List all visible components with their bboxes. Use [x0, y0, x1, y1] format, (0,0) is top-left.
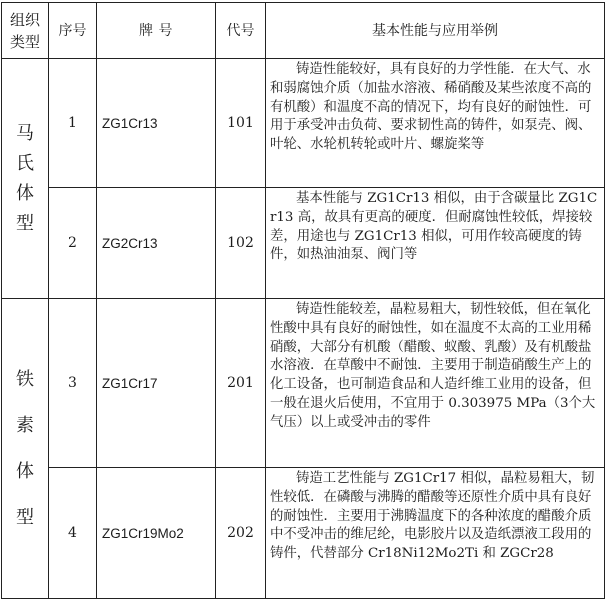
category-label: 马氏体型 [16, 122, 34, 234]
row-index: 4 [49, 468, 97, 599]
table-header-row [2, 3, 605, 59]
header-category: 组织类型 [2, 3, 49, 59]
table-row [2, 59, 605, 188]
header-properties: 基本性能与应用举例 [266, 3, 605, 59]
row-index: 1 [49, 59, 97, 188]
row-grade: ZG1Cr19Mo2 [97, 468, 216, 599]
table-row [2, 299, 605, 468]
steel-properties-table [1, 2, 605, 599]
row-grade: ZG1Cr13 [97, 59, 216, 188]
category-cell-martensitic [2, 59, 49, 299]
row-code: 202 [216, 468, 266, 599]
row-description: 铸造性能较差，晶粒易粗大，韧性较低，但在氧化性酸中具有良好的耐蚀性，如在温度不太高的工业用稀硝酸，大部分有机酸（醋酸、蚁酸、乳酸）及有机酸盐水溶液．在草酸中不耐蚀．主要用于制造硝酸生产上的化工设备，也可制造食品和人造纤维工业用的设备，但一般在退火后使用，不宜用于 0.303975 MPa（3个大气压）以上或受冲击的零件 [266, 299, 605, 468]
table-row [2, 468, 605, 599]
table-row [2, 188, 605, 299]
row-code: 201 [216, 299, 266, 468]
row-grade: ZG1Cr17 [97, 299, 216, 468]
steel-properties-table-container [1, 2, 604, 582]
row-description: 基本性能与 ZG1Cr13 相似，由于含碳量比 ZG1Cr13 高，故具有更高的硬度．但耐腐蚀性较低，焊接较差，用途也与 ZG1Cr13 相似，可用作较高硬度的铸件，如热油油泵、阀门等 [266, 188, 605, 299]
row-grade: ZG2Cr13 [97, 188, 216, 299]
category-cell-ferritic [2, 299, 49, 599]
row-index: 3 [49, 299, 97, 468]
row-code: 101 [216, 59, 266, 188]
row-index: 2 [49, 188, 97, 299]
row-description: 铸造性能较好，具有良好的力学性能．在大气、水和弱腐蚀介质（加盐水溶液、稀硝酸及某些浓度不高的有机酸）和温度不高的情况下，均有良好的耐蚀性．可用于承受冲击负荷、要求韧性高的铸件，如泵壳、阀、叶轮、水轮机转轮或叶片、螺旋桨等 [266, 59, 605, 188]
header-code: 代号 [216, 3, 266, 59]
row-description: 铸造工艺性能与 ZG1Cr17 相似，晶粒易粗大，韧性较低．在磷酸与沸腾的醋酸等还原性介质中具有良好的耐蚀性．主要用于沸腾温度下的各种浓度的醋酸介质中不受冲击的维尼纶，电影胶片以及造纸漂液工段用的铸件，代替部分 Cr18Ni12Mo2Ti 和 ZGCr28 [266, 468, 605, 599]
category-label: 铁素体型 [16, 368, 34, 528]
header-grade: 牌 号 [97, 3, 216, 59]
row-code: 102 [216, 188, 266, 299]
header-index: 序号 [49, 3, 97, 59]
